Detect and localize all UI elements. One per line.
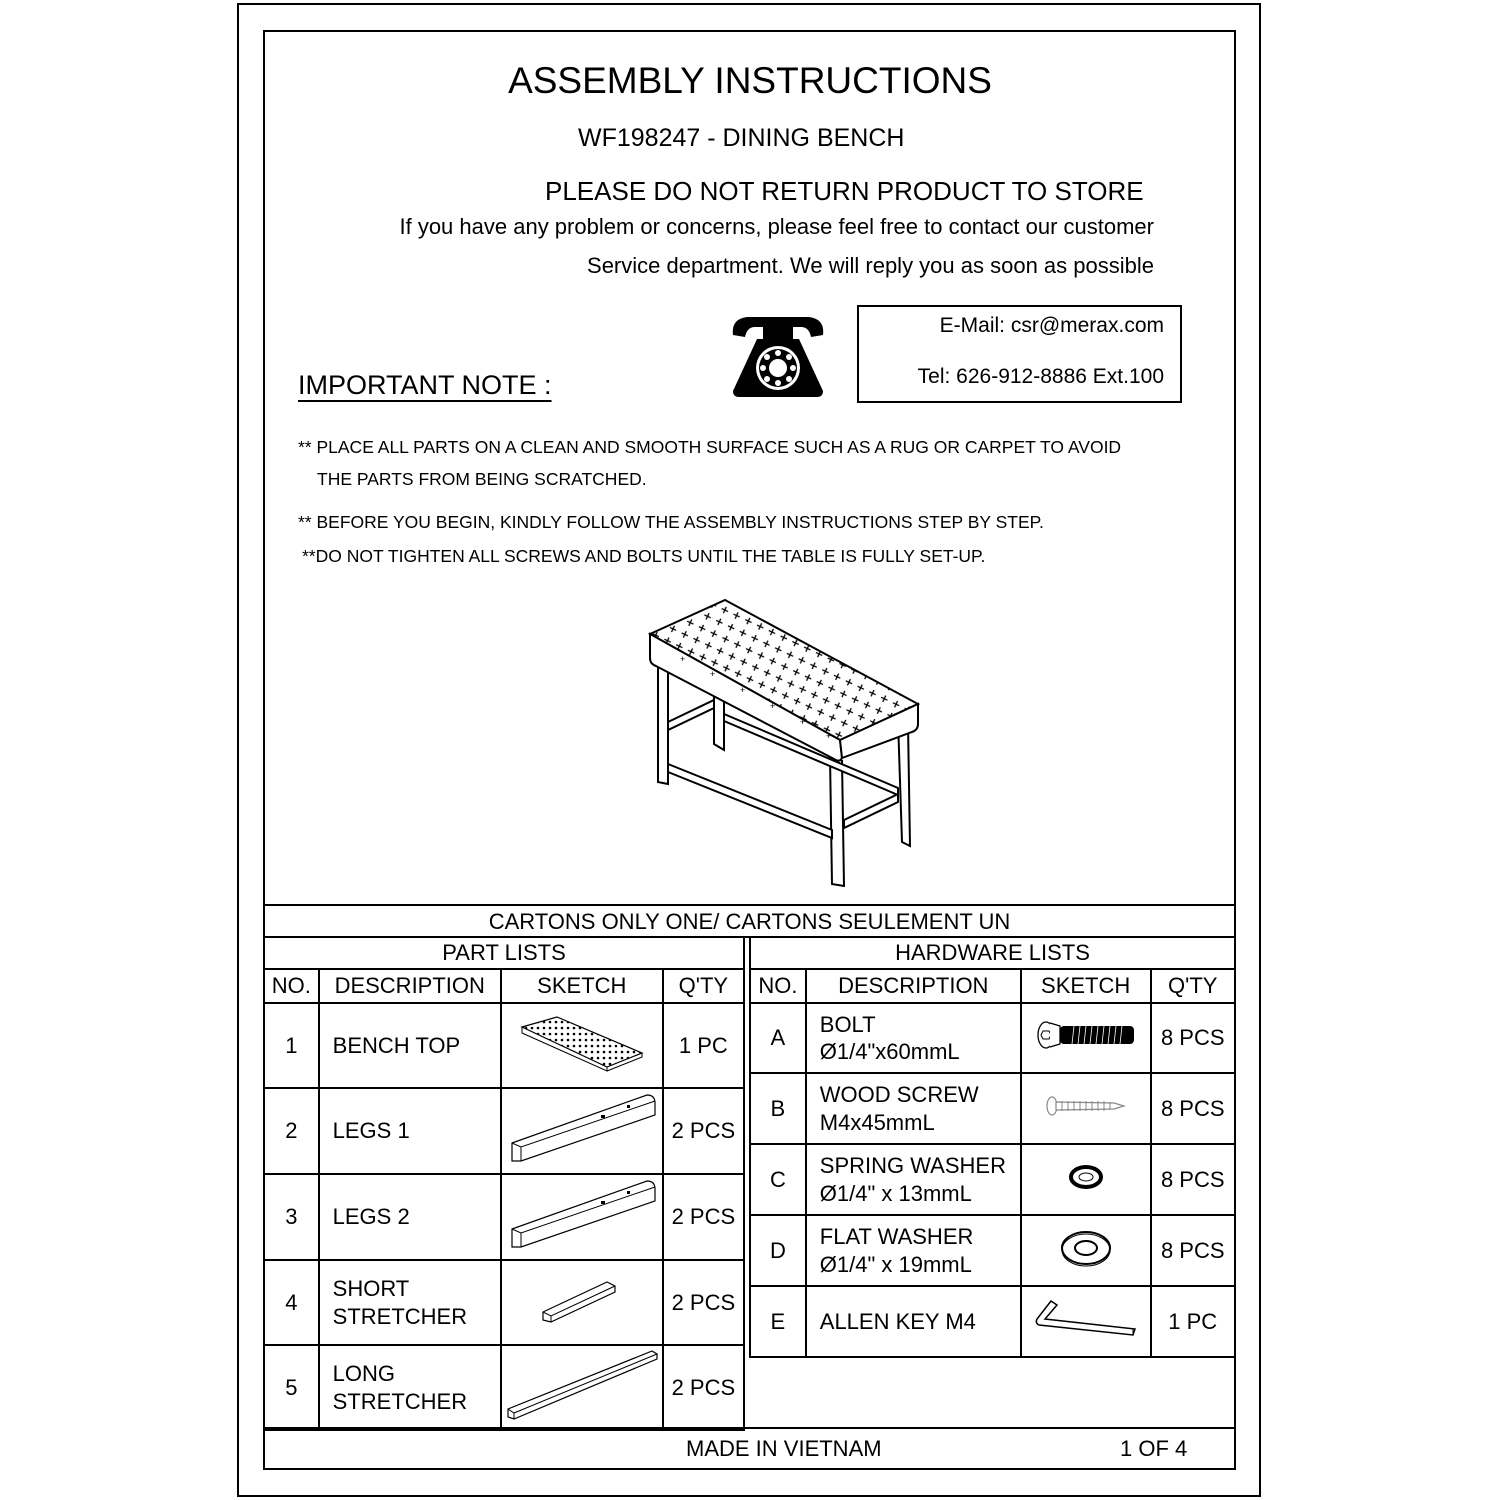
hardware-desc xyxy=(806,1003,1021,1073)
col-header-no: NO. xyxy=(750,969,806,1003)
spring-washer-icon xyxy=(1066,1162,1106,1192)
allen-key-icon xyxy=(1031,1297,1141,1341)
made-in-label: MADE IN VIETNAM xyxy=(686,1436,882,1461)
svg-text:+: + xyxy=(800,717,806,727)
hardware-desc xyxy=(806,1215,1021,1286)
hardware-desc-line1: WOOD SCREW xyxy=(819,1082,979,1107)
col-header-sketch: SKETCH xyxy=(501,969,663,1003)
part-desc xyxy=(319,1003,501,1088)
table-row xyxy=(750,1215,1235,1286)
part-qty: 1 PC xyxy=(663,1003,744,1088)
hardware-qty: 8 PCS xyxy=(1151,1215,1236,1286)
part-desc-line1: LEGS 1 xyxy=(332,1118,410,1143)
leg-icon xyxy=(507,1175,657,1253)
hardware-list-table xyxy=(749,936,1236,1358)
important-note-heading: IMPORTANT NOTE : xyxy=(298,370,552,400)
part-no: 1 xyxy=(264,1003,319,1088)
hardware-qty: 8 PCS xyxy=(1151,1144,1236,1215)
note-3: **DO NOT TIGHTEN ALL SCREWS AND BOLTS UNTIL THE TABLE IS FULLY SET-UP. xyxy=(302,546,986,566)
table-row xyxy=(264,1260,744,1345)
part-no: 3 xyxy=(264,1174,319,1260)
hardware-sketch xyxy=(1021,1215,1151,1286)
part-sketch xyxy=(501,1174,663,1260)
col-header-description: DESCRIPTION xyxy=(319,969,501,1003)
cartons-banner: CARTONS ONLY ONE/ CARTONS SEULEMENT UN xyxy=(263,904,1236,938)
note-1: ** PLACE ALL PARTS ON A CLEAN AND SMOOTH SURFACE SUCH AS A RUG OR CARPET TO AVOID xyxy=(298,437,1122,457)
hardware-no: A xyxy=(750,1003,806,1073)
short-stretcher-icon xyxy=(537,1270,627,1330)
hardware-desc-line2: Ø1/4"x60mmL xyxy=(819,1039,960,1064)
hardware-no: E xyxy=(750,1286,806,1357)
svg-text:+: + xyxy=(826,731,832,741)
hardware-list-heading: HARDWARE LISTS xyxy=(750,937,1235,969)
hardware-desc-line1: ALLEN KEY M4 xyxy=(819,1308,976,1334)
svg-text:+: + xyxy=(770,701,776,711)
contact-email[interactable]: E-Mail: csr@merax.com xyxy=(939,314,1164,337)
part-desc xyxy=(319,1260,501,1345)
hardware-desc-line2: Ø1/4" x 19mmL xyxy=(819,1251,972,1277)
hardware-sketch xyxy=(1021,1073,1151,1144)
hardware-qty: 1 PC xyxy=(1151,1286,1236,1357)
note-1-continued: THE PARTS FROM BEING SCRATCHED. xyxy=(317,469,647,489)
table-row xyxy=(264,1345,744,1430)
hardware-no: D xyxy=(750,1215,806,1286)
hardware-qty: 8 PCS xyxy=(1151,1003,1236,1073)
no-return-notice: PLEASE DO NOT RETURN PRODUCT TO STORE xyxy=(545,176,1144,206)
part-desc xyxy=(319,1345,501,1430)
part-qty: 2 PCS xyxy=(663,1174,744,1260)
hardware-sketch xyxy=(1021,1286,1151,1357)
hardware-sketch xyxy=(1021,1144,1151,1215)
table-row xyxy=(750,1286,1235,1357)
table-divider xyxy=(743,936,745,1427)
part-desc-line1: LEGS 2 xyxy=(332,1204,410,1229)
bench-top-icon xyxy=(517,1013,647,1073)
col-header-no: NO. xyxy=(264,969,319,1003)
contact-line-1: If you have any problem or concerns, please feel free to contact our customer xyxy=(399,214,1154,239)
col-header-qty: Q'TY xyxy=(1151,969,1236,1003)
table-row xyxy=(264,1003,744,1088)
part-qty: 2 PCS xyxy=(663,1260,744,1345)
hardware-sketch xyxy=(1021,1003,1151,1073)
hardware-desc xyxy=(806,1073,1021,1144)
part-no: 5 xyxy=(264,1345,319,1430)
hardware-no: B xyxy=(750,1073,806,1144)
note-2: ** BEFORE YOU BEGIN, KINDLY FOLLOW THE ASSEMBLY INSTRUCTIONS STEP BY STEP. xyxy=(298,512,1044,532)
flat-washer-icon xyxy=(1058,1228,1114,1268)
col-header-sketch: SKETCH xyxy=(1021,969,1151,1003)
col-header-qty: Q'TY xyxy=(663,969,744,1003)
part-no: 2 xyxy=(264,1088,319,1174)
leg-icon xyxy=(507,1089,657,1167)
bench-illustration xyxy=(640,592,930,892)
hardware-desc-line1: SPRING WASHER xyxy=(819,1153,1006,1178)
part-desc-line2: STRETCHER xyxy=(332,1303,468,1329)
long-stretcher-icon xyxy=(504,1347,660,1423)
hardware-desc-line2: M4x45mmL xyxy=(819,1109,935,1135)
svg-text:+: + xyxy=(740,685,746,695)
hardware-no: C xyxy=(750,1144,806,1215)
model-name: WF198247 - DINING BENCH xyxy=(578,124,905,152)
part-sketch xyxy=(501,1088,663,1174)
bolt-icon xyxy=(1034,1018,1138,1052)
part-list-heading: PART LISTS xyxy=(264,937,744,969)
table-row xyxy=(750,1073,1235,1144)
wood-screw-icon xyxy=(1044,1094,1128,1118)
part-desc xyxy=(319,1088,501,1174)
svg-text:+: + xyxy=(680,654,686,664)
part-sketch xyxy=(501,1345,663,1430)
hardware-desc-line1: BOLT xyxy=(819,1011,876,1037)
contact-phone[interactable]: Tel: 626-912-8886 Ext.100 xyxy=(917,365,1164,388)
part-qty: 2 PCS xyxy=(663,1345,744,1430)
table-row xyxy=(750,1003,1235,1073)
part-desc-line1: SHORT xyxy=(332,1276,410,1301)
svg-text:+: + xyxy=(710,669,716,679)
hardware-desc xyxy=(806,1144,1021,1215)
part-list-table xyxy=(263,936,745,1431)
part-sketch xyxy=(501,1003,663,1088)
page-title: ASSEMBLY INSTRUCTIONS xyxy=(508,60,992,101)
part-desc-line1: LONG xyxy=(332,1361,395,1386)
hardware-desc-line2: Ø1/4" x 13mmL xyxy=(819,1180,972,1206)
part-no: 4 xyxy=(264,1260,319,1345)
part-desc-line2: STRETCHER xyxy=(332,1388,468,1414)
col-header-description: DESCRIPTION xyxy=(806,969,1021,1003)
part-sketch xyxy=(501,1260,663,1345)
table-row xyxy=(264,1174,744,1260)
part-desc-line1: BENCH TOP xyxy=(332,1032,461,1058)
table-row xyxy=(750,1144,1235,1215)
part-desc xyxy=(319,1174,501,1260)
table-row xyxy=(264,1088,744,1174)
hardware-qty: 8 PCS xyxy=(1151,1073,1236,1144)
contact-line-2: Service department. We will reply you as soon as possible xyxy=(587,253,1154,278)
page-number: 1 OF 4 xyxy=(1120,1436,1188,1461)
telephone-icon xyxy=(727,313,829,399)
hardware-desc-line1: FLAT WASHER xyxy=(819,1224,974,1249)
hardware-desc xyxy=(806,1286,1021,1357)
part-qty: 2 PCS xyxy=(663,1088,744,1174)
